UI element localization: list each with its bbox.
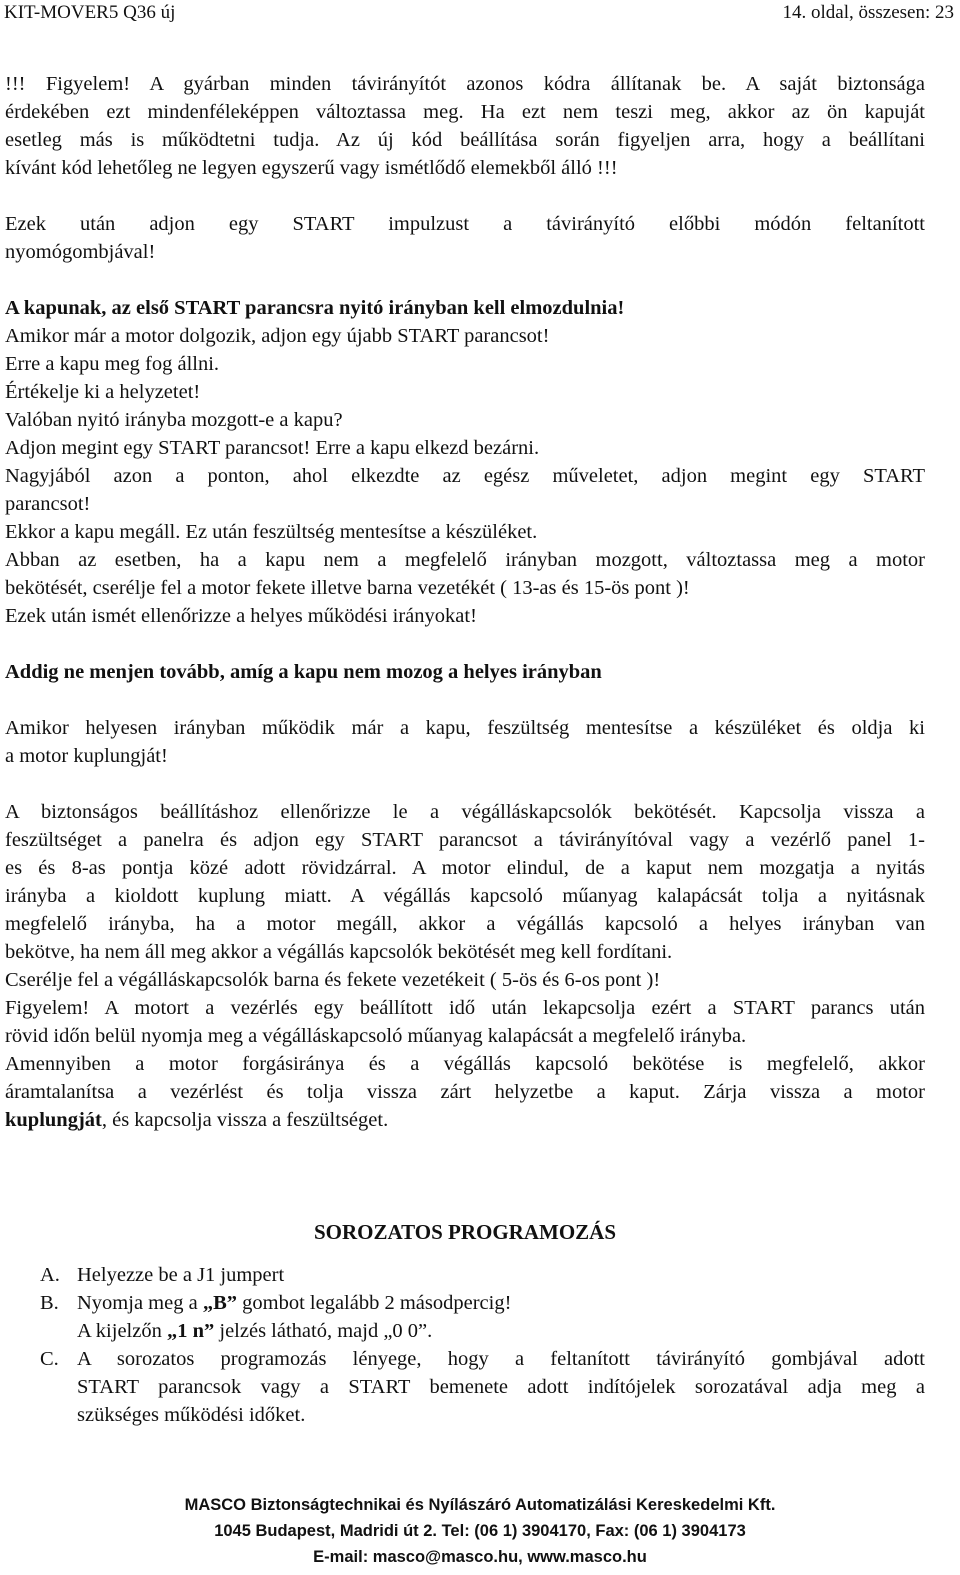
paragraph-line: Ezek után ismét ellenőrizze a helyes működési irányokat! [5,605,477,627]
paragraph-line: es és 8-as pontja közé adott rövidzárral. A motor elindul, de a kaput nem mozgatja a nyitás [5,857,925,879]
paragraph-line: Nagyjából azon a ponton, ahol elkezdte az egész műveletet, adjon megint egy START [5,465,925,487]
paragraph-line: Ekkor a kapu megáll. Ez után feszültség mentesítse a készüléket. [5,521,538,543]
text-part: A kijelzőn [77,1320,167,1342]
footer-company: MASCO Biztonságtechnikai és Nyílászáró Automatizálási Kereskedelmi Kft. [184,1496,776,1514]
list-marker: B. [40,1292,59,1314]
footer-contact: E-mail: masco@masco.hu, www.masco.hu [313,1548,647,1566]
paragraph-line: Amikor már a motor dolgozik, adjon egy újabb START parancsot! [5,325,550,347]
document-title: KIT-MOVER5 Q36 új [4,2,176,23]
stop-notice: Addig ne menjen tovább, amíg a kapu nem mozog a helyes irányban [5,661,602,683]
limit-switch-paragraph [5,798,925,1134]
list-marker: C. [40,1348,59,1370]
paragraph-line: parancsot! [5,493,91,515]
paragraph-line: Figyelem! A motort a vezérlés egy beállított idő után lekapcsolja ezért a START parancs után [5,997,925,1019]
text-line: START parancsok vagy a START bemenete adott indítójelek sorozatával adja meg a [77,1376,925,1398]
paragraph-line: Amikor helyesen irányban működik már a kapu, feszültség mentesítse a készüléket és oldja ki [5,717,925,739]
list-marker: A. [40,1264,60,1286]
warning-line: esetleg más is működtetni tudja. Az új kód beállítása során figyeljen arra, hogy a beállítani [5,129,925,151]
paragraph-line: bekötését, cserélje fel a motor fekete illetve barna vezetékét ( 13-as és 15-ös pont )! [5,577,690,599]
page-footer [0,1492,960,1570]
paragraph-line: bekötve, ha nem áll meg akkor a végállás kapcsolók bekötését meg kell fordítani. [5,941,673,963]
text-line: A sorozatos programozás lényege, hogy a feltanított távirányító gombjával adott [77,1348,925,1370]
text-part: Nyomja meg a [77,1292,203,1314]
list-item [5,1289,925,1345]
paragraph-line: áramtalanítsa a vezérlést és tolja vissza zárt helyzetbe a kaput. Zárja vissza a motor [5,1081,925,1103]
bold-word: kuplungját [5,1109,102,1131]
programming-steps-list [5,1261,925,1429]
paragraph-line: irányba a kioldott kuplung miatt. A végállás kapcsoló műanyag kalapácsát tolja a nyitásnak [5,885,925,907]
paragraph-line: megfelelő irányba, ha a motor megáll, akkor a végállás kapcsoló a helyes irányban van [5,913,925,935]
paragraph-line: Valóban nyitó irányba mozgott-e a kapu? [5,409,343,431]
paragraph-line: Adjon megint egy START parancsot! Erre a kapu elkezd bezárni. [5,437,540,459]
start-impulse-paragraph [5,210,925,266]
page-number: 14. oldal, összesen: 23 [782,2,954,23]
paragraph-line: Amennyiben a motor forgásiránya és a végállás kapcsoló bekötése is megfelelő, akkor [5,1053,925,1075]
clutch-paragraph [5,714,925,770]
warning-line: érdekében ezt mindenféleképpen változtassa meg. Ha ezt nem teszi meg, akkor az ön kapuját [5,101,925,123]
paragraph-line: a motor kuplungját! [5,745,168,767]
text-part: gombot legalább 2 másodpercig! [237,1292,512,1314]
text-line: szükséges működési időket. [77,1404,306,1426]
paragraph-line: A biztonságos beállításhoz ellenőrizze le a végálláskapcsolók bekötését. Kapcsolja vissza a [5,801,925,823]
list-item-text: Helyezze be a J1 jumpert [77,1264,285,1286]
list-item [5,1345,925,1429]
paragraph-line: Ezek után adjon egy START impulzust a távirányító előbbi módón feltanított [5,213,925,235]
section-title: SOROZATOS PROGRAMOZÁS [313,1220,617,1244]
paragraph-text: , és kapcsolja vissza a feszültséget. [101,1109,389,1131]
paragraph-line: Értékelje ki a helyzetet! [5,381,201,403]
list-item [5,1261,925,1289]
paragraph-line: Cserélje fel a végálláskapcsolók barna és fekete vezetékeit ( 5-ös és 6-os pont )! [5,969,661,991]
bold-key: „B” [202,1292,238,1314]
list-item-text [77,1289,925,1345]
bold-display: „1 n” [166,1320,215,1342]
warning-line: !!! Figyelem! A gyárban minden távirányítót azonos kódra állítanak be. A saját biztonsága [5,73,925,95]
paragraph-line: nyomógombjával! [5,241,156,263]
paragraph-line [5,1106,925,1134]
bold-instruction: A kapunak, az első START parancsra nyitó irányban kell elmozdulnia! [5,297,625,319]
page-header [4,0,954,26]
paragraph-line: Abban az esetben, ha a kapu nem a megfelelő irányban mozgott, változtassa meg a motor [5,549,925,571]
list-item-text [77,1345,925,1429]
paragraph-line: Erre a kapu meg fog állni. [5,353,220,375]
paragraph-line: feszültséget a panelra és adjon egy START parancsot a távirányítóval vagy a vezérlő panel 1- [5,829,925,851]
text-part: jelzés látható, majd „0 0”. [214,1320,433,1342]
footer-address: 1045 Budapest, Madridi út 2. Tel: (06 1) 3904170, Fax: (06 1) 3904173 [214,1522,746,1540]
warning-paragraph [5,70,925,182]
direction-check-paragraph [5,294,925,630]
paragraph-line: rövid időn belül nyomja meg a végálláskapcsoló műanyag kalapácsát a megfelelő irányba. [5,1025,747,1047]
warning-line: kívánt kód lehetőleg ne legyen egyszerű vagy ismétlődő elemekből álló !!! [5,157,618,179]
document-body [5,70,925,1429]
